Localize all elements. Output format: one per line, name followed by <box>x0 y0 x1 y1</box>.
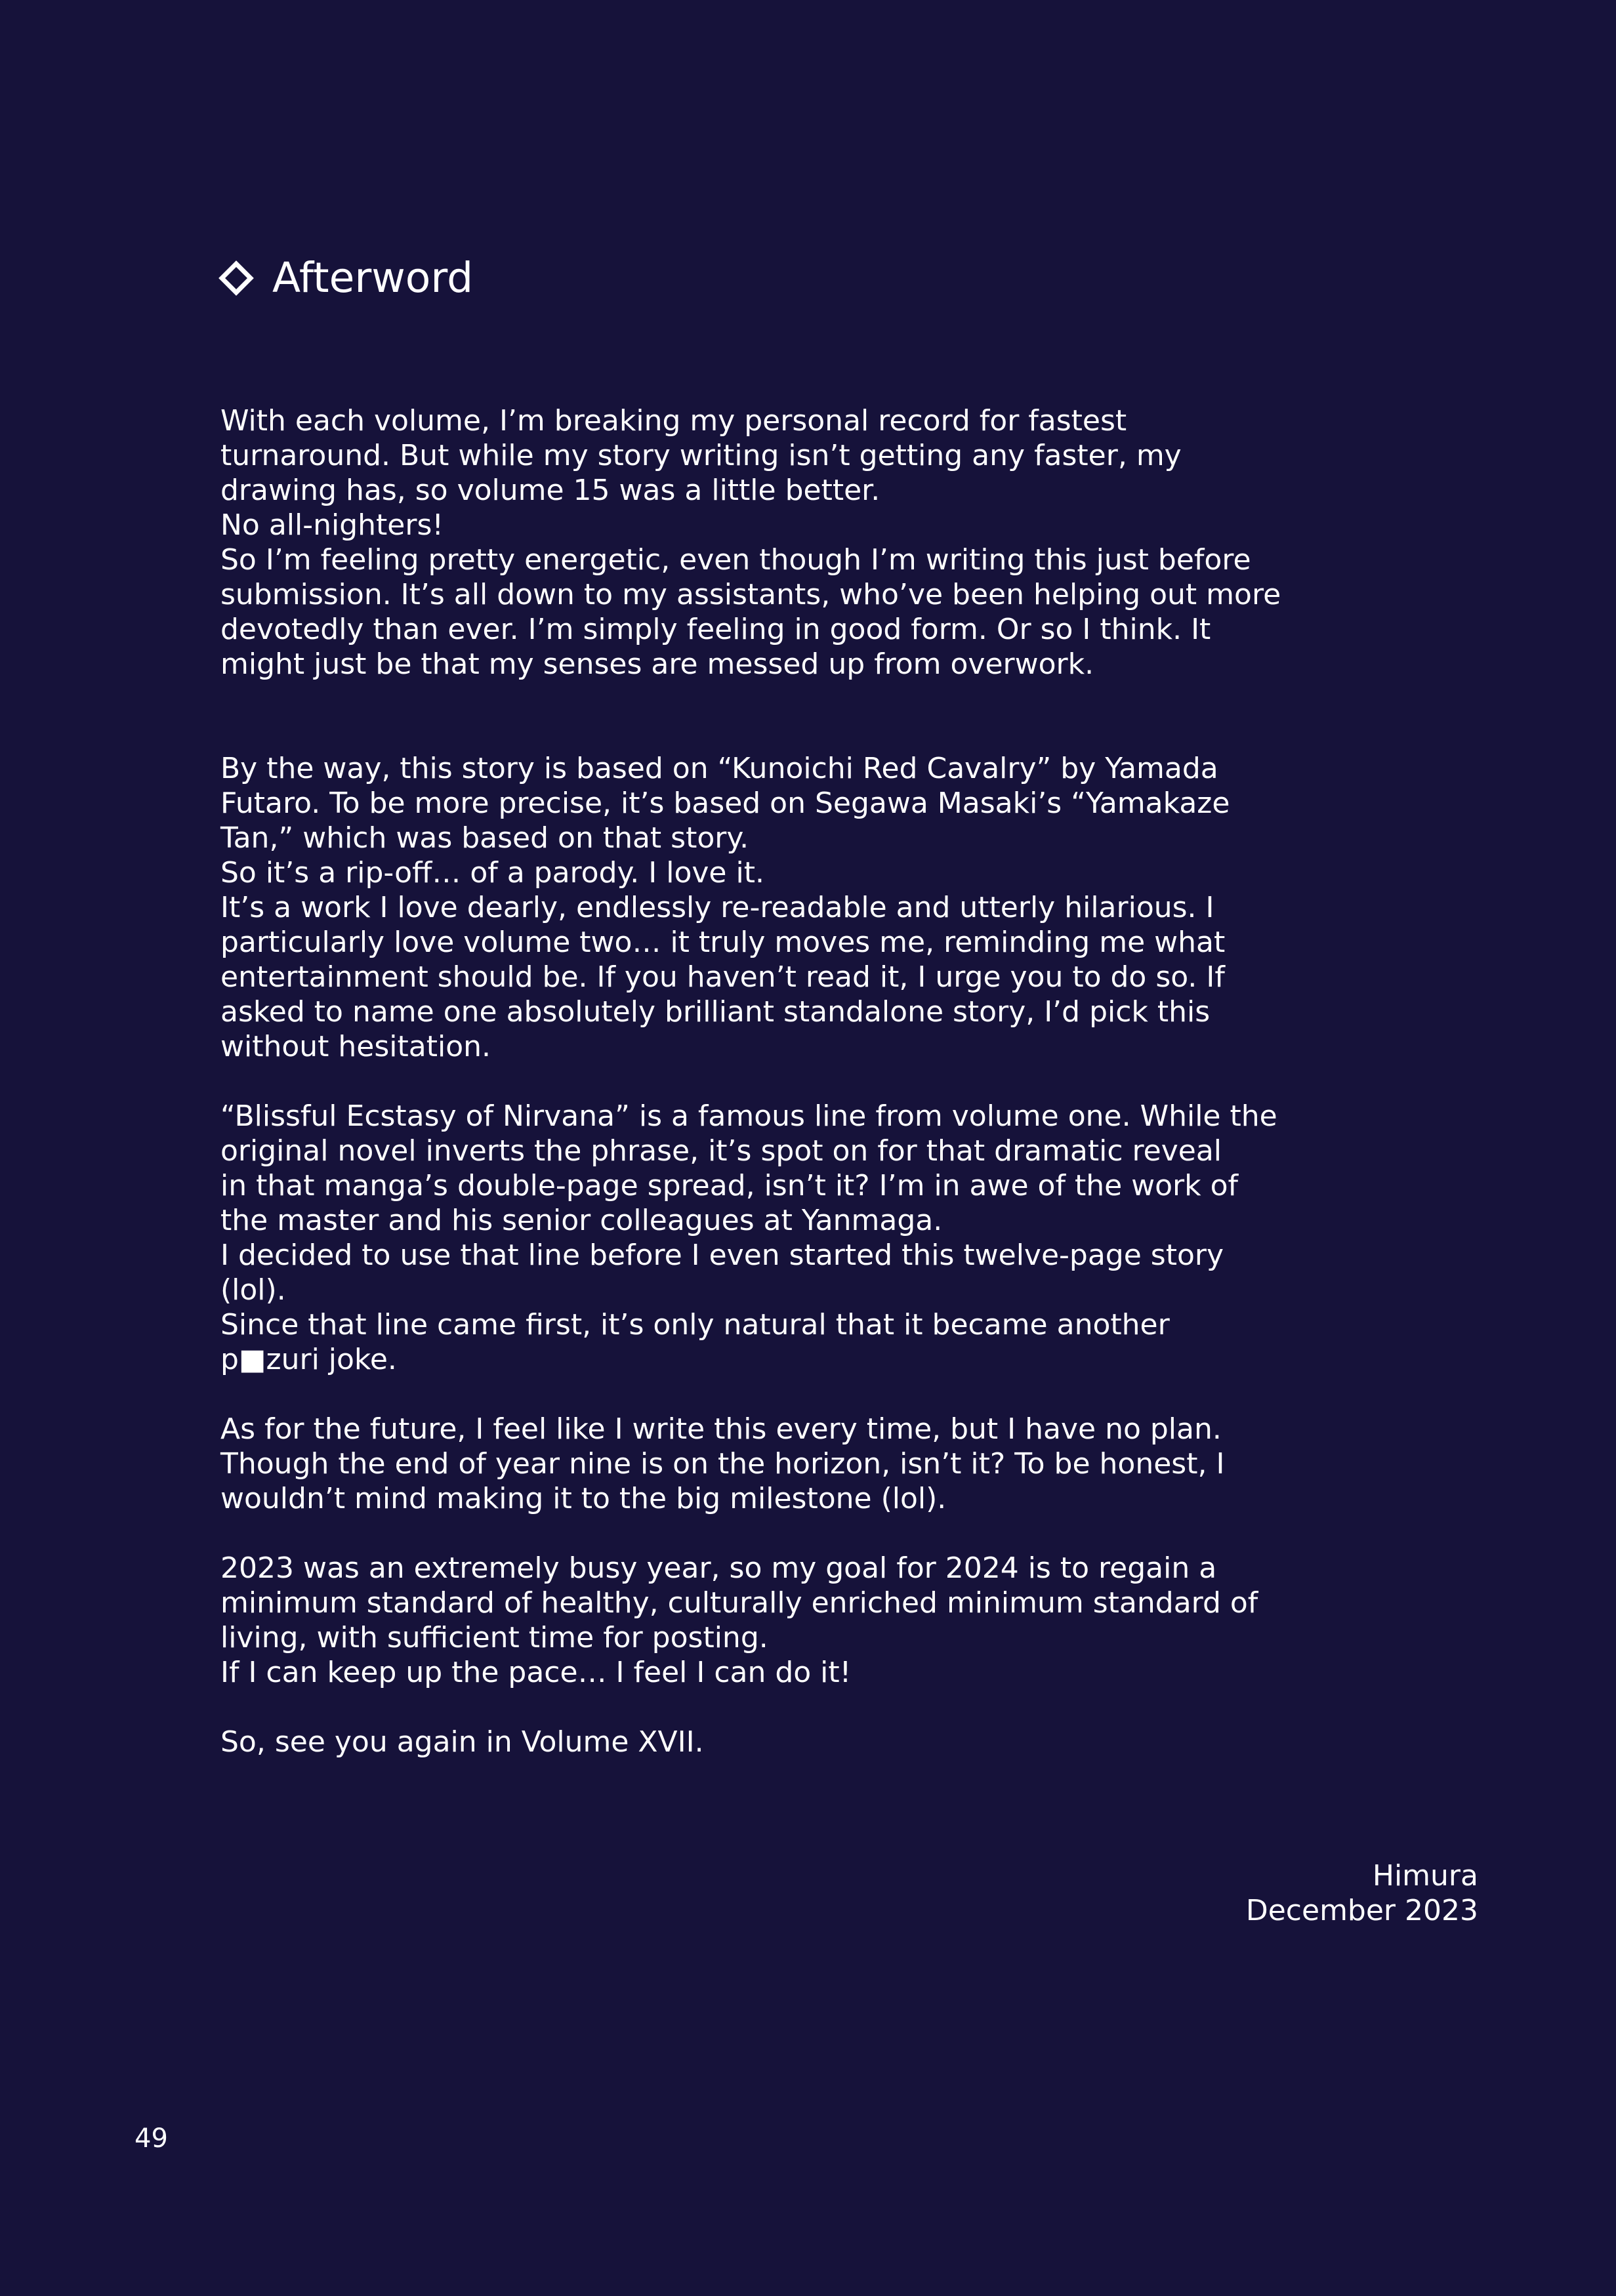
text-line: p■zuri joke. <box>220 1343 397 1376</box>
text-line: drawing has, so volume 15 was a little better. <box>220 474 881 507</box>
text-line: original novel inverts the phrase, it’s spot on for that dramatic reveal <box>220 1134 1222 1168</box>
text-line: Though the end of year nine is on the horizon, isn’t it? To be honest, I <box>220 1447 1225 1481</box>
text-line: If I can keep up the pace… I feel I can do it! <box>220 1656 852 1689</box>
author-name: Himura <box>1372 1859 1478 1893</box>
text-line: I decided to use that line before I even started this twelve-page story <box>220 1239 1224 1272</box>
text-line: By the way, this story is based on “Kunoichi Red Cavalry” by Yamada <box>220 752 1218 785</box>
text-line: So, see you again in Volume XVII. <box>220 1725 704 1759</box>
text-line: turnaround. But while my story writing isn’t getting any faster, my <box>220 439 1182 472</box>
text-line: devotedly than ever. I’m simply feeling in good form. Or so I think. It <box>220 613 1211 646</box>
text-line: It’s a work I love dearly, endlessly re-readable and utterly hilarious. I <box>220 891 1214 924</box>
text-line: might just be that my senses are messed up from overwork. <box>220 647 1094 681</box>
text-line: particularly love volume two… it truly moves me, reminding me what <box>220 926 1226 959</box>
afterword-heading <box>218 252 473 304</box>
text-line: the master and his senior colleagues at Yanmaga. <box>220 1204 943 1237</box>
text-line: entertainment should be. If you haven’t read it, I urge you to do so. If <box>220 960 1225 994</box>
paragraph-gap <box>220 1516 1520 1551</box>
diamond-outline-icon <box>218 260 254 296</box>
paragraph-gap <box>220 1064 1520 1099</box>
paragraph-gap <box>220 1377 1520 1412</box>
text-line: asked to name one absolutely brilliant standalone story, I’d pick this <box>220 995 1211 1029</box>
signature-block <box>1246 1858 1478 1928</box>
text-line: living, with sufficient time for posting. <box>220 1621 768 1654</box>
paragraph-gap <box>220 716 1520 751</box>
text-line: So it’s a rip-off… of a parody. I love it. <box>220 856 764 890</box>
text-line: Futaro. To be more precise, it’s based on Segawa Masaki’s “Yamakaze <box>220 787 1230 820</box>
text-line: So I’m feeling pretty energetic, even though I’m writing this just before <box>220 543 1251 577</box>
text-line: wouldn’t mind making it to the big milestone (lol). <box>220 1482 947 1515</box>
text-line: Tan,” which was based on that story. <box>220 821 749 855</box>
text-line: in that manga’s double-page spread, isn’t it? I’m in awe of the work of <box>220 1169 1239 1202</box>
paragraph-gap <box>220 682 1520 716</box>
text-line: 2023 was an extremely busy year, so my goal for 2024 is to regain a <box>220 1551 1217 1585</box>
text-line: (lol). <box>220 1273 286 1307</box>
text-line: Since that line came first, it’s only natural that it became another <box>220 1308 1170 1342</box>
text-line: “Blissful Ecstasy of Nirvana” is a famous line from volume one. While the <box>220 1099 1277 1133</box>
heading-title: Afterword <box>272 254 474 302</box>
text-line: minimum standard of healthy, culturally enriched minimum standard of <box>220 1586 1258 1620</box>
text-line: As for the future, I feel like I write this every time, but I have no plan. <box>220 1412 1222 1446</box>
page-number: 49 <box>135 2123 168 2154</box>
afterword-body <box>220 403 1520 1759</box>
signature-date: December 2023 <box>1245 1894 1478 1927</box>
text-line: No all-nighters! <box>220 508 444 542</box>
text-line: submission. It’s all down to my assistants, who’ve been helping out more <box>220 578 1281 611</box>
text-line: without hesitation. <box>220 1030 491 1063</box>
paragraph-gap <box>220 1690 1520 1725</box>
text-line: With each volume, I’m breaking my personal record for fastest <box>220 404 1127 438</box>
